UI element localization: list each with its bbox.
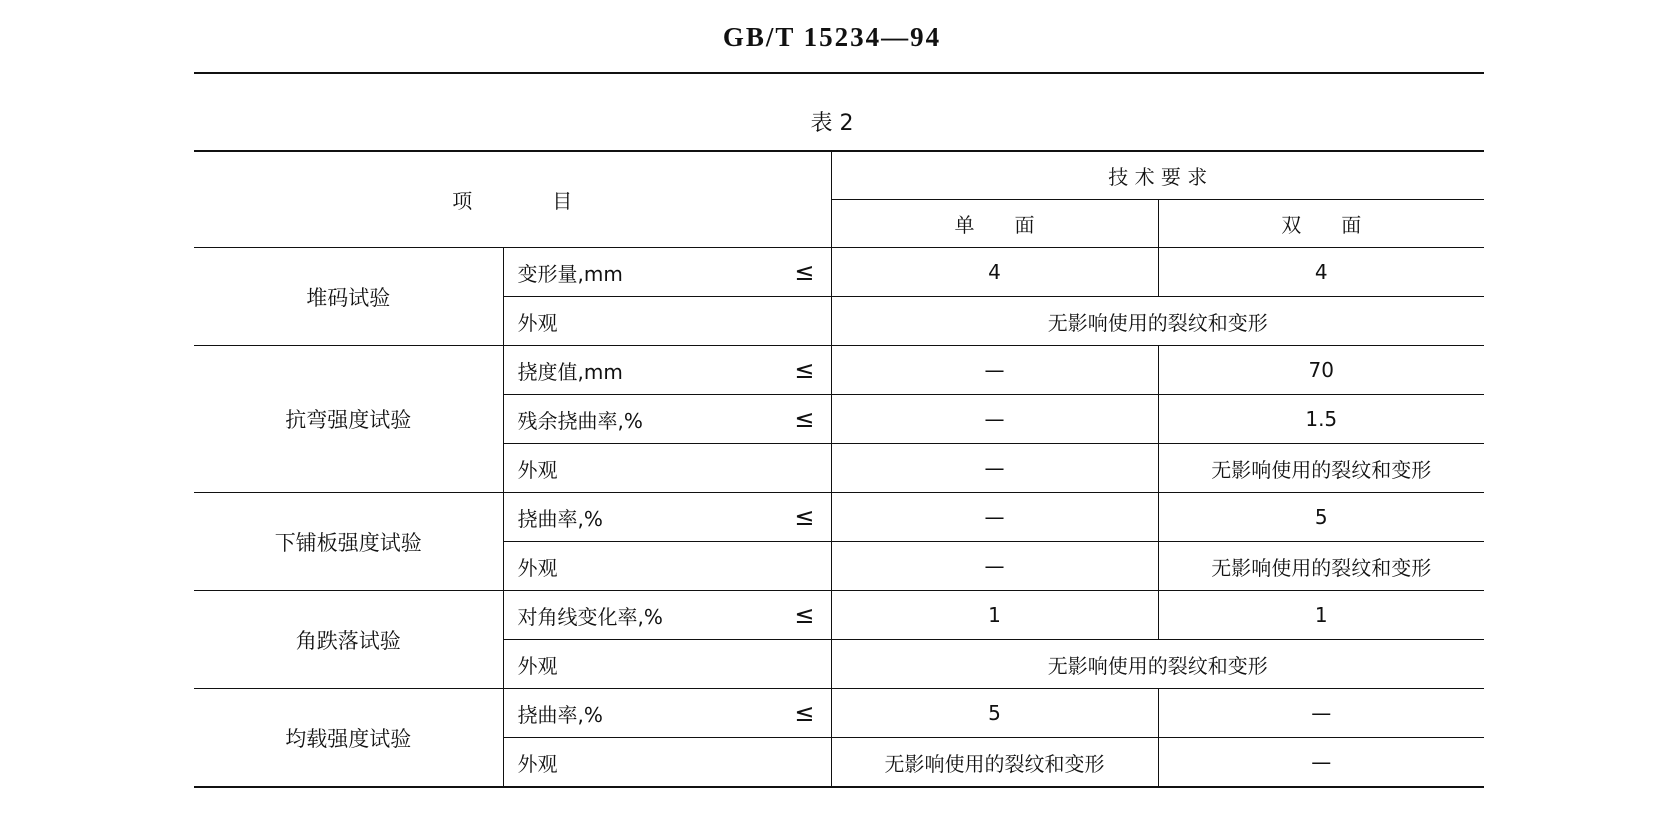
sub-item-label: 外观 xyxy=(517,310,558,335)
requirement-double: 1 xyxy=(1158,591,1484,640)
requirement-double: 5 xyxy=(1158,493,1484,542)
requirement-single: 1 xyxy=(831,591,1158,640)
requirement-single: — xyxy=(831,395,1158,444)
requirement-double: 1.5 xyxy=(1158,395,1484,444)
header-double: 双 面 xyxy=(1158,200,1484,248)
standard-code: GB/T 15234—94 xyxy=(722,22,942,52)
sub-item xyxy=(503,493,831,542)
requirement-double: 4 xyxy=(1158,248,1484,297)
table-row xyxy=(194,493,1484,542)
sub-item-label: 对角线变化率,% xyxy=(517,604,663,629)
less-equal-symbol: ≤ xyxy=(794,405,815,433)
requirement-double: — xyxy=(1158,689,1484,738)
sub-item xyxy=(503,248,831,297)
sub-item xyxy=(503,542,831,591)
header-single: 单 面 xyxy=(831,200,1158,248)
requirement-double: 无影响使用的裂纹和变形 xyxy=(1158,542,1484,591)
sub-item xyxy=(503,395,831,444)
requirement-single: 5 xyxy=(831,689,1158,738)
less-equal-symbol: ≤ xyxy=(794,601,815,629)
table-row xyxy=(194,346,1484,395)
header-rule xyxy=(194,72,1484,74)
less-equal-symbol: ≤ xyxy=(794,699,815,727)
sub-item xyxy=(503,346,831,395)
requirement-single: — xyxy=(831,542,1158,591)
sub-item xyxy=(503,444,831,493)
less-equal-symbol: ≤ xyxy=(794,356,815,384)
requirement-merged: 无影响使用的裂纹和变形 xyxy=(831,640,1484,689)
test-item-name: 下铺板强度试验 xyxy=(194,493,503,591)
sub-item-label: 外观 xyxy=(517,653,558,678)
requirement-single: 无影响使用的裂纹和变形 xyxy=(831,738,1158,788)
table-row xyxy=(194,248,1484,297)
sub-item-label: 残余挠曲率,% xyxy=(517,408,643,433)
test-item-name: 抗弯强度试验 xyxy=(194,346,503,493)
requirement-single: — xyxy=(831,346,1158,395)
less-equal-symbol: ≤ xyxy=(794,258,815,286)
header-item: 项 目 xyxy=(194,151,831,248)
test-item-name: 堆码试验 xyxy=(194,248,503,346)
table-row xyxy=(194,689,1484,738)
table-body xyxy=(194,248,1484,788)
sub-item-label: 外观 xyxy=(517,751,558,776)
requirement-double: 无影响使用的裂纹和变形 xyxy=(1158,444,1484,493)
sub-item-label: 挠曲率,% xyxy=(517,702,603,727)
sub-item xyxy=(503,689,831,738)
sub-item xyxy=(503,738,831,788)
less-equal-symbol: ≤ xyxy=(794,503,815,531)
sub-item xyxy=(503,640,831,689)
sub-item xyxy=(503,591,831,640)
requirement-merged: 无影响使用的裂纹和变形 xyxy=(831,297,1484,346)
sub-item-label: 挠曲率,% xyxy=(517,506,603,531)
sub-item-label: 外观 xyxy=(517,555,558,580)
header-tech-req: 技 术 要 求 xyxy=(831,151,1484,200)
spec-table xyxy=(194,150,1484,788)
sub-item-label: 挠度值,mm xyxy=(517,359,623,384)
requirement-double: 70 xyxy=(1158,346,1484,395)
requirement-single: — xyxy=(831,493,1158,542)
requirement-double: — xyxy=(1158,738,1484,788)
sub-item-label: 变形量,mm xyxy=(517,261,623,286)
sub-item xyxy=(503,297,831,346)
test-item-name: 均载强度试验 xyxy=(194,689,503,788)
test-item-name: 角跌落试验 xyxy=(194,591,503,689)
sub-item-label: 外观 xyxy=(517,457,558,482)
requirement-single: — xyxy=(831,444,1158,493)
table-caption: 表 2 xyxy=(810,111,854,136)
table-row xyxy=(194,591,1484,640)
requirement-single: 4 xyxy=(831,248,1158,297)
